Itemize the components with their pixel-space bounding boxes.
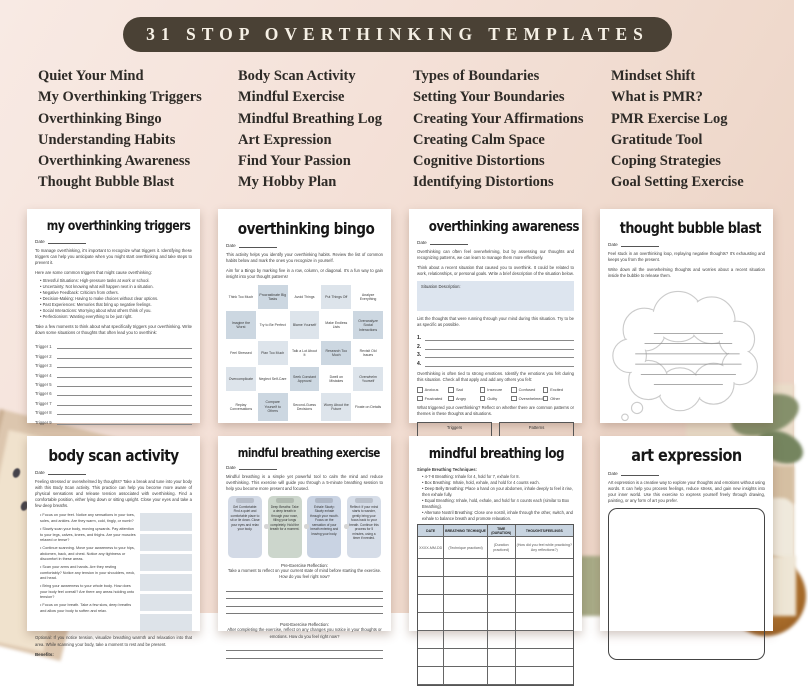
card-mindful-breathing-exercise [218,436,391,639]
bingo-cell: Overcomplicate [226,367,256,391]
emotion-option [543,396,574,402]
date-field [35,239,192,244]
trigger-lines [35,340,192,425]
breathing-steps-row [228,496,381,558]
breathing-step-box [347,496,381,558]
template-name: Creating Calm Space [413,131,545,148]
step-connector-dot [304,524,309,529]
checkbox [511,387,517,393]
emotion-option [417,387,448,393]
card-overthinking-triggers [27,209,200,423]
date-line [621,471,659,476]
write-line [425,337,574,341]
write-line [57,392,192,396]
write-line [57,374,192,378]
template-name: Creating Your Affirmations [413,110,584,127]
bingo-cell: Blame Yourself [290,311,320,339]
trigger-line [35,368,192,377]
write-line [425,363,574,367]
card-paragraph: What triggered your overthinking? Reflect on whether there are common patterns or themes in these thoughts and situations. [417,405,574,417]
card-title: mindful breathing log [428,446,565,462]
situation-description-box: Situation Description: [417,281,574,311]
template-name: Goal Setting Exercise [611,174,744,191]
bingo-cell: Replay Conversations [229,402,253,412]
trigger-label: Trigger 3 [35,363,52,369]
trigger-label: Trigger 2 [35,353,52,359]
trigger-line [35,349,192,358]
log-empty-row [418,631,573,649]
template-name: Types of Boundaries [413,68,540,84]
template-name: Body Scan Activity [238,68,356,84]
log-empty-row [418,613,573,631]
bullet-item: • Past Experiences: Memories that bring up negative feelings. [35,302,192,308]
template-name: Gratitude Tool [611,131,703,148]
trigger-label: Trigger 7 [35,400,52,406]
checkbox [543,387,549,393]
numbered-line [417,341,574,350]
card-overthinking-awareness [409,209,582,430]
template-list-column-2 [238,66,382,194]
bullet-item: • Stressful Situations: High-pressure tasks at work or school. [35,278,192,284]
step-item: • Focus on your breath. Take a few slow, deep breaths and allow your body to soften and relax. [35,603,136,614]
trigger-line [35,396,192,405]
bingo-cell: Compare Yourself to Others [258,393,288,421]
template-name: My Overthinking Triggers [38,89,202,106]
emotion-label: Overwhelmed [518,396,543,402]
template-list-column-4 [611,66,744,194]
step-item: • Continue scanning. Move your awareness to your hips, abdomen, back, and chest. Notice any tightness or discomfort in these areas. [35,546,136,563]
bingo-cell: Put Things Off [321,285,351,309]
technique-item: • Box Breathing: Inhale, hold, exhale, and hold for 4 counts each. [417,480,574,486]
step-box-tab [355,498,373,503]
bingo-cell: Second-Guess Decisions [292,402,317,412]
bingo-cell: Procrastinate Big Tasks [258,285,288,309]
template-name: Quiet Your Mind [38,68,144,84]
trigger-label: Trigger 9 [35,419,52,425]
benefits-label: Benefits: [35,651,54,657]
emotion-label: Guilty [487,396,498,402]
emotion-option [448,396,479,402]
numbered-lines [417,333,574,367]
emotion-option [543,387,574,393]
checkbox [480,396,486,402]
bingo-grid [226,285,383,421]
card-art-expression [600,436,773,631]
note-boxes [140,513,192,631]
trigger-line [35,359,192,368]
bingo-cell: Revisit Old Issues [359,348,377,358]
emotion-label: Insecure [487,387,503,393]
card-title: mindful breathing exercise [237,446,380,460]
techniques-label: Simple Breathing Techniques: [417,467,477,472]
write-line [425,354,574,358]
trigger-label: Trigger 1 [35,344,52,350]
card-paragraph: List the thoughts that were running through your mind during this situation. Try to be as specific as possible. [417,316,574,328]
emotion-option [448,387,479,393]
log-empty-row [418,667,573,685]
date-field [608,471,765,476]
write-line [226,592,383,600]
card-paragraph: Mindful breathing is a simple yet powerful tool to calm the mind and reduce overthinking. This exercise will guide you through a 5-minute breathing session to help you become more present and focused. [226,474,383,492]
numbered-line [417,358,574,367]
card-paragraph: Feel stuck in an overthinking loop, replaying negative thoughts? It's exhausting and keeps you from the present. [608,251,765,263]
step-item: • Scan your arms and hands. Are they resting comfortably? Notice any tension in your shoulders, neck, and head. [35,565,136,582]
trigger-line [35,387,192,396]
log-empty-row [418,595,573,613]
write-line [226,599,383,607]
template-name: Understanding Habits [38,131,176,148]
date-field [608,242,765,247]
card-paragraph: To manage overthinking, it's important to recognize what triggers it. Identifying these triggers can help you anticipate when you might start overthinking and take steps to prevent it. [35,248,192,266]
step-text: Get Comfortable: Find a quiet and comfortable place to sit or lie down. Close your eyes and relax your body. [230,504,260,532]
numbered-line [417,350,574,359]
template-list-column-1 [38,66,202,194]
drawing-area-box [608,508,765,660]
card-paragraph: Optional: If you notice tension, visualize breathing warmth and relaxation into that area. While scanning your body, take a moment to rest and be present. [35,635,192,647]
technique-item: • Equal Breathing: Inhale, hold, exhale, and hold for 4 counts each (similar to Box Breathing). [417,498,574,510]
triggers-box: Triggers [417,422,492,470]
technique-item: • Deep Belly Breathing: Place a hand on your abdomen, inhale deeply to feel it rise, then exhale fully. [417,486,574,498]
checkbox [448,396,454,402]
write-line [57,355,192,359]
trigger-bullet-list [35,278,192,319]
step-box-tab [236,498,254,503]
checkbox [417,387,423,393]
log-sample-cell: (How did you feel while practicing? Any reflections?) [516,537,573,559]
checkbox [448,387,454,393]
date-label: Date [608,471,618,476]
template-name: Coping Strategies [611,153,721,170]
card-paragraph: Art expression is a creative way to explore your thoughts and emotions without using words. It can help you process feelings, reduce stress, and gain new insights into your inner world. Use this exercise to express yourself freely through drawing, painting, or any form of art you prefer. [608,480,765,504]
log-empty-row [418,577,573,595]
write-line [226,644,383,652]
patterns-box: Patterns [499,422,574,470]
template-name: Overthinking Bingo [38,110,162,127]
step-connector-dot [344,524,349,529]
template-name: Identifying Distortions [413,174,554,191]
breathing-step-box [307,496,341,558]
line-number: 1. [417,335,422,342]
log-sample-cell: XXXX-MM-DD [418,537,444,559]
trigger-line [35,378,192,387]
date-label: Date [608,242,618,247]
step-item: • Bring your awareness to your whole body. How does your body feel overall? Are there any areas holding onto tension? [35,584,136,601]
template-name: Mindful Breathing Log [238,110,382,127]
trigger-label: Trigger 5 [35,381,52,387]
step-list [35,513,136,631]
card-thought-bubble-blast [600,209,773,423]
bingo-cell: Make Endless Lists [325,320,348,330]
template-name: Find Your Passion [238,153,351,170]
card-overthinking-bingo [218,209,391,423]
step-connector-dot [264,524,269,529]
date-line [239,465,277,470]
write-line [226,651,383,659]
log-sample-cell: (Technique practiced) [444,537,487,559]
emotion-option [480,387,511,393]
step-text: Exhale Slowly: Slowly exhale through your mouth. Focus on the sensation of your breath entering and leaving your body. [310,504,339,536]
emotion-label: Angry [455,396,467,402]
bingo-cell: Neglect Self-Care [258,376,287,381]
log-sample-row [418,537,573,559]
write-line [226,584,383,592]
card-title: body scan activity [48,446,179,465]
bullet-item: • Negative Feedback: Criticism from others. [35,290,192,296]
line-number: 3. [417,352,422,359]
template-name: Art Expression [238,131,332,148]
template-name: What is PMR? [611,89,703,106]
cloud-svg [608,283,765,421]
trigger-line [35,406,192,415]
card-paragraph: Think about a recent situation that caused you to overthink. It could be related to work, relationships, or personal goals. Write a brief description of the situation below. [417,265,574,277]
bingo-cell: Overwhelm Yourself [353,367,383,391]
step-item: • Focus on your feet. Notice any sensations in your toes, soles, and ankles. Are they warm, cold, tingly, or numb? [35,513,136,524]
card-paragraph: Overthinking is often tied to strong emotions. Identify the emotions you felt during this situation. Check all that apply and add any others you felt: [417,370,574,383]
bingo-cell: Plan Too Much [258,341,288,365]
note-box [140,513,192,531]
card-title: my overthinking triggers [46,219,191,234]
log-header-cell: TIME (DURATION) [488,525,516,537]
trigger-label: Trigger 8 [35,410,52,416]
log-empty-row [418,559,573,577]
template-name: Thought Bubble Blast [38,174,175,191]
post-reflection-label: Post-Exercise Reflection: [279,622,330,628]
bingo-cell: Fixate on Details [355,404,382,409]
card-title: overthinking awareness [428,219,579,235]
card-body-scan-activity [27,436,200,657]
card-title: thought bubble blast [619,219,762,237]
write-line [57,383,192,387]
template-name: My Hobby Plan [238,174,337,191]
step-text: Deep Breaths: Take a deep breath in through your nose, filling your lungs completely. Hold the breath for a moment. [269,504,300,532]
date-field [417,240,574,245]
bullet-item: • Social Interactions: Worrying about what others think of you. [35,308,192,314]
date-field [226,243,383,248]
pre-reflection-label: Pre-Exercise Reflection: [280,563,329,569]
date-label: Date [226,243,236,248]
note-box [140,554,192,572]
note-box [140,574,192,592]
date-line [239,243,277,248]
emotion-label: Other [550,396,560,402]
date-field [35,470,192,475]
card-paragraph: Aim for a Bingo by marking five in a row, column, or diagonal. It's a fun way to gain insight into your thought patterns! [226,268,383,280]
bingo-cell: Imagine the Worst [226,311,256,339]
bingo-cell: Talk a Lot About It [292,348,317,358]
template-name: Setting Your Boundaries [413,89,565,106]
bingo-cell: Worry About the Future [321,393,351,421]
card-paragraph: Here are some common triggers that might cause overthinking: [35,270,152,276]
date-label: Date [417,240,427,245]
emotion-label: Sad [455,387,463,393]
bingo-cell: Seek Constant Approval [290,367,320,391]
date-label: Date [35,470,45,475]
date-line [48,470,86,475]
trigger-line [35,340,192,349]
date-line [621,242,659,247]
template-name: PMR Exercise Log [611,110,728,127]
bingo-cell: Research Too Much [321,341,351,365]
card-paragraph: Take a few moments to think about what specifically triggers your overthinking. Write down some situations or thoughts that often lead you to overthink: [35,323,192,335]
trigger-label: Trigger 6 [35,391,52,397]
bullet-item: • Decision-Making: Having to make choices without clear options. [35,296,192,302]
bullet-item: • Perfectionism: Wanting everything to be just right. [35,314,192,320]
step-text: Reflect: If your mind starts to wander, gently bring your focus back to your breath. Continue this process for 5 minutes, using a timer if needed. [349,504,379,541]
checkbox [417,396,423,402]
template-name: Mindset Shift [611,68,696,84]
log-header-cell: BREATHING TECHNIQUE [444,525,487,537]
date-line [48,239,86,244]
date-field [226,465,383,470]
title-banner [123,17,672,52]
technique-item: • Alternate Nostril Breathing: Close one nostril, inhale through the other, switch, and exhale to balance breath and promote relaxation. [417,510,574,522]
template-name: Mindful Exercise [238,89,345,106]
emotion-label: Anxious [424,387,439,393]
emotion-option [511,387,543,393]
line-number: 2. [417,343,422,350]
date-line [430,240,468,245]
bingo-cell: Dwell on Mistakes [329,374,344,384]
checkbox [543,396,549,402]
emotion-label: Confused [518,387,536,393]
card-title: overthinking bingo [237,219,375,238]
body-scan-steps-area [35,513,192,631]
emotion-label: Excited [550,387,563,393]
trigger-label: Trigger 4 [35,372,52,378]
step-item: • Slowly scan your body, moving upwards. Pay attention to your legs, calves, knees, and thighs. Are your muscles relaxed or tense? [35,527,136,544]
log-sample-cell: (Duration practiced) [488,537,516,559]
log-header-cell: DATE [418,525,444,537]
note-box [140,534,192,552]
thought-cloud-graphic [608,283,765,426]
date-label: Date [226,465,236,470]
log-header-cell: THOUGHTS/FEELINGS [516,525,573,537]
bingo-cell: Analyze Everything [359,292,377,302]
date-label: Date [35,239,45,244]
write-line [57,421,192,425]
write-line [226,607,383,615]
card-paragraph: Feeling stressed or overwhelmed by thoughts? Take a break and tune into your body with this Body Scan activity. This practice can help you become more aware of physical sensations and release tension associated with overthinking. Find a comfortable position, either lying down or sitting upright. Close your eyes and take a few deep breaths. [35,479,192,509]
card-paragraph: Overthinking can often feel overwhelming, but by assessing our thoughts and recognizing patterns, we can learn to manage them more effectively. [417,249,574,261]
checkbox [511,396,517,402]
card-mindful-breathing-log [409,436,582,631]
template-name: Overthinking Awareness [38,153,191,170]
template-list-column-3 [413,66,584,194]
step-box-tab [315,498,333,503]
bingo-cell: Overanalyze Social Interactions [353,311,383,339]
emotion-option [511,396,543,402]
emotion-option [480,396,511,402]
card-paragraph: Write down all the overwhelming thoughts and worries about a recent situation inside the bubble to release them. [608,267,765,279]
card-paragraph: This activity helps you identify your overthinking habits. Review the list of common habits below and mark the ones you recognize in yourself. [226,252,383,264]
checkbox [480,387,486,393]
card-title: art expression [631,446,742,466]
write-line [57,402,192,406]
emotion-option [417,396,448,402]
bingo-cell: Feel Stressed [230,351,252,356]
numbered-line [417,333,574,342]
template-name: Cognitive Distortions [413,153,545,170]
breathing-step-box [228,496,262,558]
bingo-cell: Avoid Things [294,294,315,299]
card-paragraph: Take a moment to reflect on your current state of mind before starting the exercise. How do you feel right now? [227,568,382,580]
line-number: 4. [417,360,422,367]
write-line [57,364,192,368]
bullet-item: • Uncertainty: Not knowing what will happen next in a situation. [35,284,192,290]
note-box [140,594,192,612]
bingo-cell: Think Too Much [228,294,254,299]
write-line [57,411,192,415]
log-empty-row [418,649,573,667]
note-box [140,614,192,632]
banner-title: 31 STOP OVERTHINKING TEMPLATES [146,24,649,44]
log-header-row [418,525,573,537]
step-box-tab [276,498,294,503]
write-line [57,345,192,349]
card-paragraph: After completing the exercise, reflect on any changes you notice in your thoughts or emotions. How do you feel right now? [227,627,382,639]
emotion-checkbox-grid [417,387,574,401]
breathing-step-box [268,496,302,558]
emotion-label: Frustrated [424,396,443,402]
write-line [425,346,574,350]
techniques-list [417,474,574,521]
bingo-cell: Try to Be Perfect [259,323,286,328]
breathing-log-table [417,524,574,686]
trigger-line [35,415,192,424]
technique-item: • 4-7-8 Breathing: Inhale for 4, hold for 7, exhale for 8. [417,474,574,480]
